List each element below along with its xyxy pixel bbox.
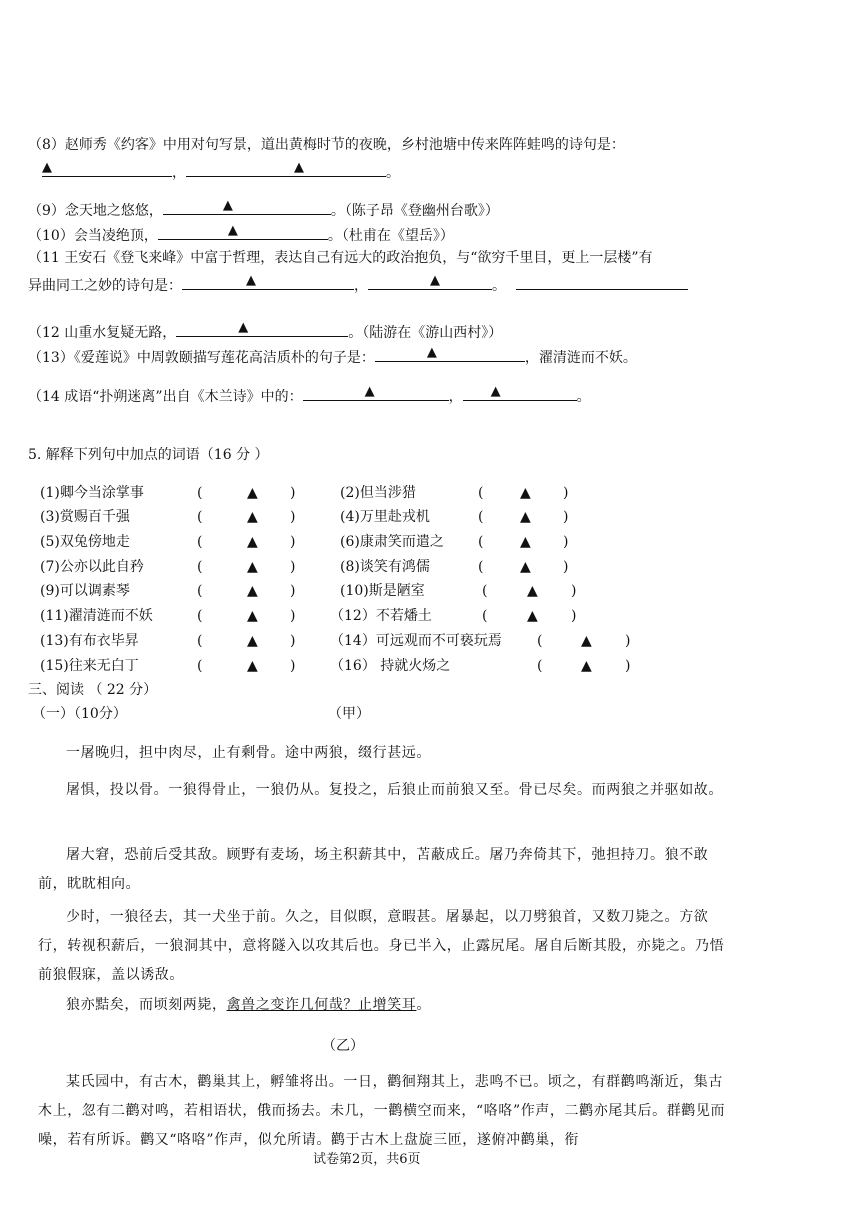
triangle-icon: ▲ (238, 320, 249, 335)
triangle-icon: ▲ (227, 223, 238, 238)
section-3-heading: 三、阅读 （ 22 分） (28, 682, 158, 698)
triangle-icon[interactable]: ▲ (581, 658, 592, 674)
triangle-icon[interactable]: ▲ (520, 509, 531, 525)
triangle-icon[interactable]: ▲ (247, 658, 258, 674)
answer-blank[interactable] (176, 320, 348, 337)
vocab-row: (11)濯清涟而不妖 ( ▲ ) （12）不若燔土 ( ▲ ) (40, 605, 660, 627)
question-5-title: 5. 解释下列句中加点的词语（16 分 ） (28, 447, 269, 463)
triangle-icon[interactable]: ▲ (581, 633, 592, 649)
vocab-row: (5)双兔傍地走 ( ▲ ) (6)康肃笑而遣之 ( ▲ ) (40, 531, 660, 553)
triangle-icon[interactable]: ▲ (527, 583, 538, 599)
triangle-icon: ▲ (294, 160, 304, 175)
answer-blank[interactable] (186, 160, 386, 177)
passage-paragraph: 屠大窘，恐前后受其敌。顾野有麦场，场主积薪其中，苫蔽成丘。屠乃奔倚其下，弛担持刀。狼不敢前，眈眈相向。 (38, 847, 709, 892)
question-13: （13）《爱莲说》中周敦颐描写莲花高洁质朴的句子是： ▲ ，濯清涟而不妖。 (28, 345, 637, 366)
answer-blank[interactable] (42, 160, 172, 177)
passage-yi-paragraph: 某氏园中，有古木，鹳巢其上，孵雏将出。一日，鹳徊翔其上，悲鸣不已。顷之，有群鹳鸣渐近，集古木上，忽有二鹳对鸣，若相语状，俄而扬去。未几，一鹳横空而来，“咯咯”作声，二鹳亦尾其后。群鹳见而噪，若有所诉。鹳又“咯咯”作声，似允所请。鹳于古木上盘旋三匝，遂俯冲鹳巢，衔 (38, 1074, 726, 1148)
answer-blank[interactable] (303, 384, 449, 401)
answer-blank[interactable] (368, 273, 492, 290)
triangle-icon[interactable]: ▲ (520, 485, 531, 501)
triangle-icon[interactable]: ▲ (520, 559, 531, 575)
part-1-heading: （一）（10分） (32, 706, 127, 722)
question-8-blanks: ▲ ， ▲ 。 (42, 160, 400, 181)
triangle-icon: ▲ (42, 160, 52, 175)
vocab-row: (3)赏赐百千强 ( ▲ ) (4)万里赴戎机 ( ▲ ) (40, 506, 660, 528)
triangle-icon[interactable]: ▲ (247, 633, 258, 649)
answer-blank[interactable] (375, 345, 525, 362)
question-8-text: （8）赵师秀《约客》中用对句写景，道出黄梅时节的夜晚，乡村池塘中传来阵阵蛙鸣的诗句是： (28, 137, 625, 153)
question-11-line1: （11 王安石《登飞来峰》中富于哲理，表达自己有远大的政治抱负，与“欲穷千里目，更上一层楼”有 (28, 250, 653, 266)
triangle-icon[interactable]: ▲ (247, 509, 258, 525)
triangle-icon[interactable]: ▲ (247, 559, 258, 575)
answer-blank[interactable] (158, 223, 328, 240)
triangle-icon[interactable]: ▲ (247, 608, 258, 624)
passage-paragraph: 屠惧，投以骨。一狼得骨止，一狼仍从。复投之，后狼止而前狼又至。骨已尽矣。而两狼之并驱如故。 (66, 782, 723, 798)
question-10: （10）会当凌绝顶， ▲ 。（杜甫在《望岳》） (28, 223, 454, 244)
triangle-icon: ▲ (490, 384, 501, 399)
triangle-icon[interactable]: ▲ (527, 608, 538, 624)
question-12: （12 山重水复疑无路， ▲ 。（陆游在《游山西村》） (28, 320, 503, 341)
vocab-row: (13)有布衣毕昇 ( ▲ ) （14）可远观而不可亵玩焉 ( ▲ ) (40, 630, 660, 652)
passage-yi-label: （乙） (322, 1038, 364, 1054)
passage-jia-label: （甲） (328, 706, 370, 722)
triangle-icon[interactable]: ▲ (247, 583, 258, 599)
answer-blank[interactable] (182, 273, 354, 290)
question-14: （14 成语“扑朔迷离”出自《木兰诗》中的： ▲ ， ▲ 。 (28, 384, 591, 405)
vocab-row: (1)卿今当涂掌事 ( ▲ ) (2)但当涉猎 ( ▲ ) (40, 482, 660, 504)
vocab-row: (9)可以调素琴 ( ▲ ) (10)斯是陋室 ( ▲ ) (40, 580, 660, 602)
answer-blank[interactable] (163, 198, 331, 215)
passage-paragraph: 少时，一狼径去，其一犬坐于前。久之，目似瞑，意暇甚。屠暴起，以刀劈狼首，又数刀毙之。方欲行，转视积薪后，一狼洞其中，意将隧入以攻其后也。身已半入，止露尻尾。屠自后断其股，亦毙之。乃悟前狼假寐，盖以诱敌。 (38, 909, 725, 983)
passage-paragraph: 一屠晚归，担中肉尽，止有剩骨。途中两狼，缀行甚远。 (66, 745, 431, 761)
triangle-icon[interactable]: ▲ (520, 534, 531, 550)
vocab-row: (7)公亦以此自矜 ( ▲ ) (8)谈笑有鸿儒 ( ▲ ) (40, 556, 660, 578)
vocab-row: (15)往来无白丁 ( ▲ ) （16） 持就火炀之 ( ▲ ) (40, 655, 660, 677)
triangle-icon: ▲ (364, 384, 375, 399)
question-11-line2: 异曲同工之妙的诗句是： ▲ ， ▲ 。 (28, 273, 688, 296)
triangle-icon: ▲ (430, 273, 440, 288)
triangle-icon[interactable]: ▲ (247, 534, 258, 550)
question-9: （9）念天地之悠悠， ▲ 。（陈子昂《登幽州台歌》） (28, 198, 499, 219)
triangle-icon: ▲ (246, 273, 256, 288)
underlined-sentence: 禽兽之变诈几何哉？止增笑耳 (226, 997, 417, 1013)
answer-blank[interactable] (463, 384, 577, 401)
passage-paragraph-last: 狼亦黠矣，而顷刻两毙，禽兽之变诈几何哉？止增笑耳。 (66, 997, 432, 1013)
triangle-icon[interactable]: ▲ (247, 485, 258, 501)
page-footer: 试卷第2页，共6页 (313, 1152, 421, 1167)
answer-blank[interactable] (516, 273, 688, 290)
triangle-icon: ▲ (426, 345, 437, 360)
triangle-icon: ▲ (222, 198, 233, 213)
